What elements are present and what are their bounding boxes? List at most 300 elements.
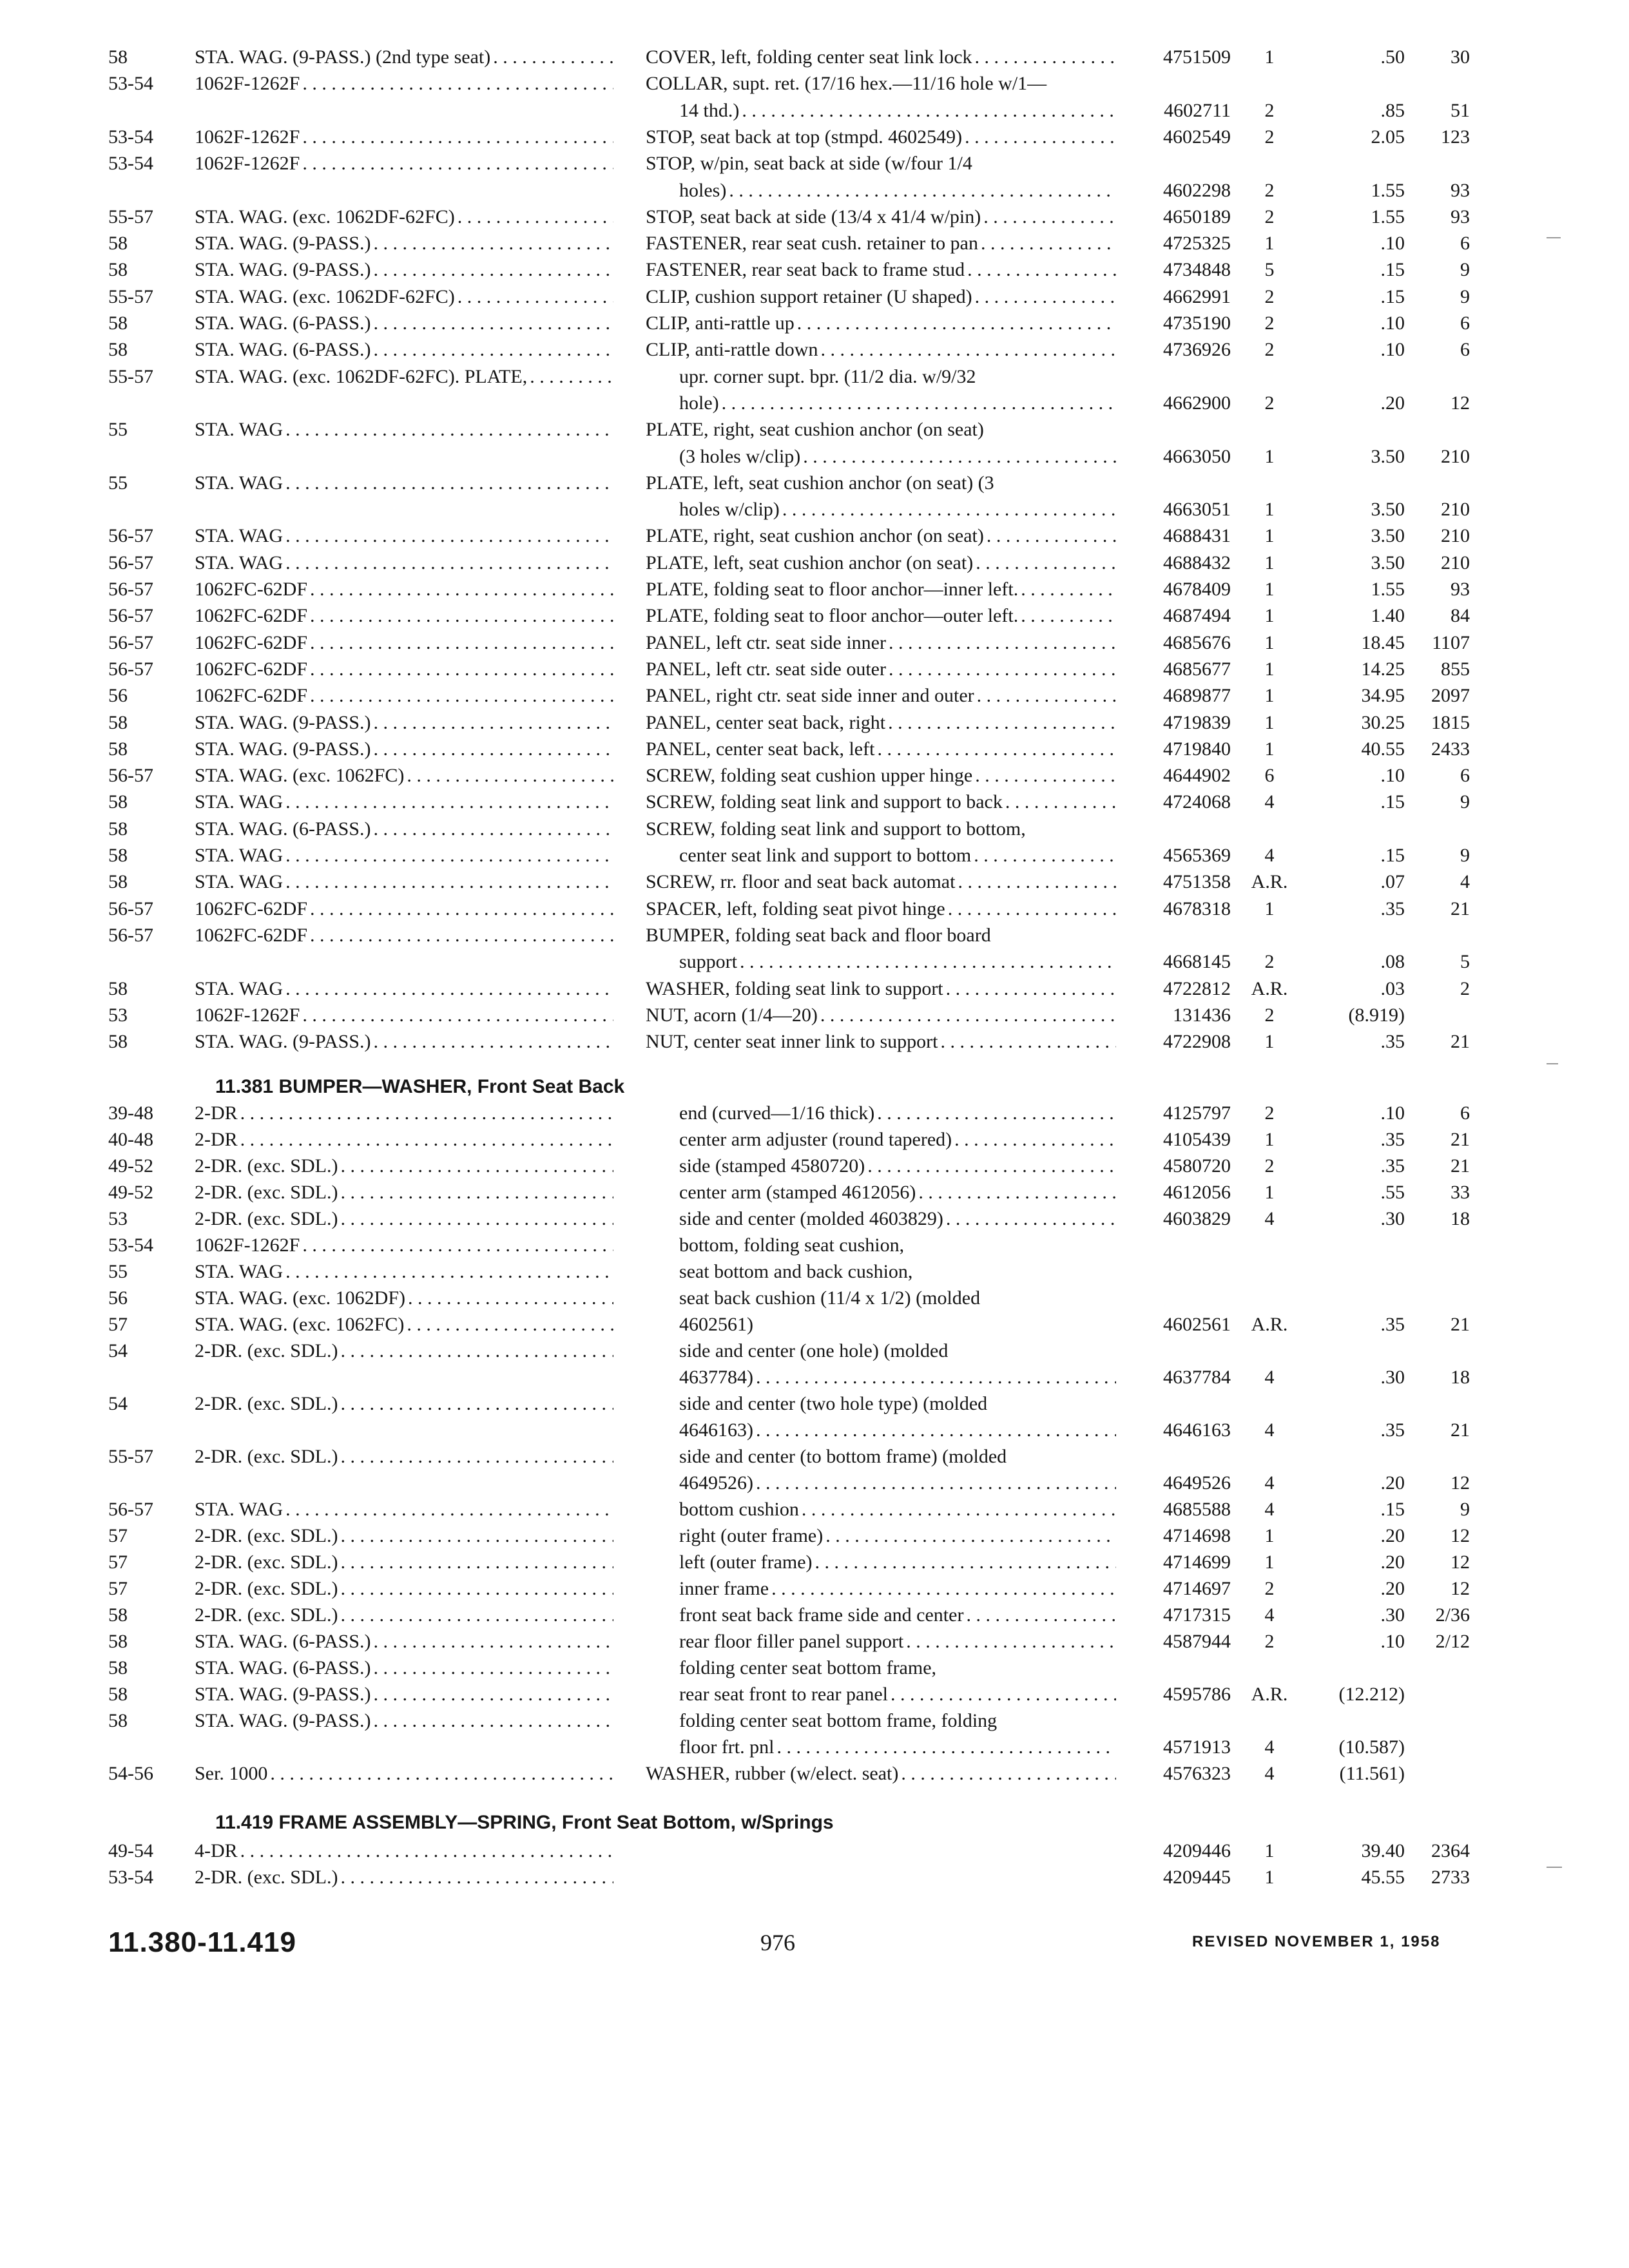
year-cell: 56 bbox=[108, 685, 128, 707]
package-cell: 2364 bbox=[1431, 1840, 1470, 1861]
table-row bbox=[0, 816, 1629, 842]
part-number-cell: 4685677 bbox=[1163, 658, 1231, 680]
model-cell: 2-DR. (exc. SDL.) . . . bbox=[195, 1549, 613, 1575]
year-cell: 58 bbox=[108, 1031, 128, 1053]
table-row bbox=[0, 44, 1629, 70]
table-row bbox=[0, 682, 1629, 709]
price-cell: .20 bbox=[1380, 1472, 1405, 1494]
package-cell: 33 bbox=[1451, 1182, 1470, 1203]
package-cell: 30 bbox=[1451, 46, 1470, 68]
table-row bbox=[0, 124, 1629, 150]
description-cell: bottom, folding seat cushion, bbox=[679, 1235, 905, 1256]
part-number-cell bbox=[1121, 816, 1231, 842]
package-cell: 6 bbox=[1460, 1102, 1470, 1124]
table-row bbox=[0, 310, 1629, 336]
description-cell: rear floor filler panel support . . . bbox=[646, 1628, 1116, 1655]
model-cell: 2-DR . . . bbox=[195, 1126, 613, 1153]
table-row bbox=[0, 1496, 1629, 1523]
model-cell bbox=[195, 97, 613, 124]
part-number-cell: 4714698 bbox=[1163, 1525, 1231, 1546]
quantity-cell: 1 bbox=[1264, 499, 1275, 521]
price-cell: (11.561) bbox=[1339, 1763, 1405, 1784]
price-cell: .15 bbox=[1380, 1499, 1405, 1520]
package-cell: 9 bbox=[1460, 791, 1470, 813]
model-cell: STA. WAG . . . bbox=[195, 789, 613, 815]
model-cell: STA. WAG. (6-PASS.) . . . bbox=[195, 1655, 613, 1681]
year-cell: 55 bbox=[108, 1261, 128, 1282]
description-cell: WASHER, rubber (w/elect. seat) . . . bbox=[646, 1760, 1116, 1787]
description-cell bbox=[646, 1838, 1116, 1864]
table-row bbox=[0, 97, 1629, 124]
package-cell: 93 bbox=[1451, 179, 1470, 201]
part-number-cell: 4722812 bbox=[1163, 977, 1231, 999]
description-cell: SPACER, left, folding seat pivot hinge . . . bbox=[646, 896, 1116, 922]
description-cell: PLATE, folding seat to floor anchor—outer left. . . . bbox=[646, 602, 1116, 629]
year-cell: 53 bbox=[108, 1004, 128, 1026]
model-cell: 1062FC-62DF . . . bbox=[195, 576, 613, 602]
part-number-cell: 4719839 bbox=[1163, 711, 1231, 733]
part-number-cell bbox=[1121, 1338, 1231, 1364]
package-cell: 1107 bbox=[1432, 631, 1470, 653]
package-cell bbox=[1408, 1002, 1470, 1028]
year-cell: 56-57 bbox=[108, 924, 153, 946]
description-cell: NUT, center seat inner link to support . . . bbox=[646, 1028, 1116, 1055]
quantity-cell: 4 bbox=[1264, 1472, 1275, 1494]
price-cell: .35 bbox=[1380, 1129, 1405, 1150]
part-number-cell: 4571913 bbox=[1163, 1736, 1231, 1758]
model-cell: STA. WAG. (6-PASS.) . . . bbox=[195, 310, 613, 336]
year-cell: 49-52 bbox=[108, 1182, 153, 1203]
year-cell: 58 bbox=[108, 1684, 128, 1705]
description-cell: seat bottom and back cushion, bbox=[679, 1261, 913, 1282]
margin-mark bbox=[1547, 237, 1561, 238]
package-cell: 12 bbox=[1451, 1525, 1470, 1546]
table-row bbox=[0, 1707, 1629, 1734]
part-number-cell: 4663050 bbox=[1163, 445, 1231, 467]
table-row bbox=[0, 443, 1629, 470]
table-row bbox=[0, 629, 1629, 656]
description-cell: folding center seat bottom frame, folding bbox=[679, 1710, 998, 1731]
price-cell bbox=[1289, 416, 1405, 443]
description-cell: holes) . . . bbox=[646, 177, 1116, 204]
table-row bbox=[0, 1390, 1629, 1417]
footer-revised-date: REVISED NOVEMBER 1, 1958 bbox=[1192, 1933, 1441, 1950]
model-cell: STA. WAG . . . bbox=[195, 416, 613, 443]
model-cell: STA. WAG . . . bbox=[195, 869, 613, 895]
description-cell: 4646163) . . . bbox=[646, 1417, 1116, 1443]
part-number-cell: 4678318 bbox=[1163, 898, 1231, 919]
model-cell: STA. WAG . . . bbox=[195, 1496, 613, 1523]
part-number-cell bbox=[1121, 1707, 1231, 1734]
year-cell: 57 bbox=[108, 1578, 128, 1599]
part-number-cell: 4602298 bbox=[1163, 179, 1231, 201]
price-cell: 14.25 bbox=[1361, 658, 1405, 680]
table-row bbox=[0, 523, 1629, 549]
price-cell: .30 bbox=[1380, 1367, 1405, 1388]
year-cell: 55-57 bbox=[108, 1446, 153, 1467]
year-cell: 58 bbox=[108, 711, 128, 733]
quantity-cell: 4 bbox=[1264, 1604, 1275, 1626]
model-cell: 1062FC-62DF . . . bbox=[195, 682, 613, 709]
price-cell: 1.55 bbox=[1371, 579, 1405, 600]
quantity-cell: 1 bbox=[1264, 445, 1275, 467]
table-row bbox=[0, 709, 1629, 736]
model-cell: 1062F-1262F . . . bbox=[195, 70, 613, 97]
part-number-cell bbox=[1121, 1232, 1231, 1258]
part-number-cell: 4688431 bbox=[1163, 525, 1231, 547]
part-number-cell: 4678409 bbox=[1163, 579, 1231, 600]
part-number-cell: 4662991 bbox=[1163, 285, 1231, 307]
table-row bbox=[0, 204, 1629, 230]
part-number-cell: 4685676 bbox=[1163, 631, 1231, 653]
table-row bbox=[0, 1153, 1629, 1179]
quantity-cell: 1 bbox=[1264, 738, 1275, 760]
price-cell: .15 bbox=[1380, 259, 1405, 281]
description-cell: SCREW, folding seat link and support to bottom, bbox=[646, 818, 1026, 840]
year-cell: 57 bbox=[108, 1552, 128, 1573]
part-number-cell bbox=[1121, 922, 1231, 948]
model-cell bbox=[195, 496, 613, 523]
package-cell bbox=[1408, 922, 1470, 948]
year-cell: 40-48 bbox=[108, 1129, 153, 1150]
price-cell: 3.50 bbox=[1371, 552, 1405, 573]
price-cell: 1.40 bbox=[1371, 605, 1405, 627]
year-cell: 55-57 bbox=[108, 285, 153, 307]
price-cell: .50 bbox=[1380, 46, 1405, 68]
year-cell: 56-57 bbox=[108, 658, 153, 680]
year-cell: 58 bbox=[108, 312, 128, 334]
model-cell: 1062FC-62DF . . . bbox=[195, 656, 613, 682]
price-cell: .35 bbox=[1380, 1419, 1405, 1441]
quantity-cell: 1 bbox=[1264, 1867, 1275, 1888]
table-row bbox=[0, 336, 1629, 363]
price-cell: .07 bbox=[1380, 871, 1405, 893]
description-cell: center arm adjuster (round tapered) . . . bbox=[646, 1126, 1116, 1153]
year-cell: 55 bbox=[108, 419, 128, 441]
quantity-cell: 2 bbox=[1264, 1004, 1275, 1026]
table-row bbox=[0, 1864, 1629, 1890]
table-row bbox=[0, 177, 1629, 204]
quantity-cell: 2 bbox=[1264, 99, 1275, 121]
description-cell: side and center (molded 4603829) . . . bbox=[646, 1206, 1116, 1232]
table-row bbox=[0, 1179, 1629, 1206]
package-cell: 6 bbox=[1460, 233, 1470, 255]
package-cell bbox=[1408, 470, 1470, 496]
model-cell: 2-DR. (exc. SDL.) . . . bbox=[195, 1575, 613, 1602]
year-cell: 58 bbox=[108, 1604, 128, 1626]
quantity-cell: A.R. bbox=[1251, 871, 1288, 893]
year-cell bbox=[108, 1734, 186, 1760]
part-number-cell: 4602549 bbox=[1163, 126, 1231, 148]
description-cell: COLLAR, supt. ret. (17/16 hex.—11/16 hole w/1— bbox=[646, 73, 1047, 95]
part-number-cell bbox=[1121, 70, 1231, 97]
price-cell: .85 bbox=[1380, 99, 1405, 121]
package-cell: 21 bbox=[1451, 1314, 1470, 1335]
quantity-cell: 2 bbox=[1264, 1631, 1275, 1652]
year-cell bbox=[108, 1417, 186, 1443]
package-cell: 21 bbox=[1451, 1155, 1470, 1177]
table-row bbox=[0, 1838, 1629, 1864]
price-cell: .15 bbox=[1380, 845, 1405, 866]
description-cell: 4649526) . . . bbox=[646, 1470, 1116, 1496]
package-cell: 51 bbox=[1451, 99, 1470, 121]
quantity-cell: 2 bbox=[1264, 179, 1275, 201]
price-cell: .20 bbox=[1380, 1525, 1405, 1546]
year-cell: 53 bbox=[108, 1208, 128, 1229]
model-cell: STA. WAG. (9-PASS.) . . . bbox=[195, 1707, 613, 1734]
table-row bbox=[0, 1028, 1629, 1055]
year-cell: 53-54 bbox=[108, 1235, 153, 1256]
package-cell bbox=[1408, 816, 1470, 842]
quantity-cell: 4 bbox=[1264, 1499, 1275, 1520]
part-number-cell: 4736926 bbox=[1163, 339, 1231, 361]
table-row bbox=[0, 1443, 1629, 1470]
table-row bbox=[0, 1338, 1629, 1364]
quantity-cell: 2 bbox=[1264, 126, 1275, 148]
description-cell: FASTENER, rear seat back to frame stud . . . bbox=[646, 256, 1116, 283]
model-cell bbox=[195, 177, 613, 204]
model-cell bbox=[195, 948, 613, 975]
description-cell: PANEL, left ctr. seat side outer . . . bbox=[646, 656, 1116, 682]
model-cell: STA. WAG. (9-PASS.) (2nd type seat) . . . bbox=[195, 44, 613, 70]
table-row bbox=[0, 1258, 1629, 1285]
year-cell bbox=[108, 1364, 186, 1390]
package-cell: 210 bbox=[1441, 552, 1470, 573]
part-number-cell: 4105439 bbox=[1163, 1129, 1231, 1150]
description-cell: bottom cushion . . . bbox=[646, 1496, 1116, 1523]
package-cell: 9 bbox=[1460, 285, 1470, 307]
part-number-cell: 4565369 bbox=[1163, 845, 1231, 866]
model-cell: 2-DR. (exc. SDL.) . . . bbox=[195, 1390, 613, 1417]
part-number-cell: 4751358 bbox=[1163, 871, 1231, 893]
year-cell: 49-54 bbox=[108, 1840, 153, 1861]
package-cell: 9 bbox=[1460, 1499, 1470, 1520]
table-row bbox=[0, 1655, 1629, 1681]
model-cell: 2-DR . . . bbox=[195, 1100, 613, 1126]
year-cell: 39-48 bbox=[108, 1102, 153, 1124]
description-cell: 14 thd.) . . . bbox=[646, 97, 1116, 124]
price-cell: .30 bbox=[1380, 1604, 1405, 1626]
package-cell: 21 bbox=[1451, 1129, 1470, 1150]
footer-section-range: 11.380-11.419 bbox=[108, 1927, 296, 1958]
quantity-cell: 1 bbox=[1264, 898, 1275, 919]
part-number-cell: 131436 bbox=[1173, 1004, 1231, 1026]
description-cell: 4637784) . . . bbox=[646, 1364, 1116, 1390]
year-cell: 58 bbox=[108, 1657, 128, 1678]
model-cell: 1062FC-62DF . . . bbox=[195, 922, 613, 948]
part-number-cell bbox=[1121, 416, 1231, 443]
model-cell: STA. WAG. (9-PASS.) . . . bbox=[195, 230, 613, 256]
price-cell bbox=[1289, 1390, 1405, 1417]
table-row bbox=[0, 1126, 1629, 1153]
table-row bbox=[0, 496, 1629, 523]
year-cell: 58 bbox=[108, 871, 128, 893]
table-row bbox=[0, 1628, 1629, 1655]
description-cell: hole) . . . bbox=[646, 390, 1116, 416]
quantity-cell: 1 bbox=[1264, 1552, 1275, 1573]
table-row bbox=[0, 948, 1629, 975]
description-cell: SCREW, rr. floor and seat back automat . . . bbox=[646, 869, 1116, 895]
part-number-cell: 4689877 bbox=[1163, 685, 1231, 707]
package-cell: 12 bbox=[1451, 392, 1470, 414]
table-row bbox=[0, 1285, 1629, 1311]
description-cell: side and center (one hole) (molded bbox=[679, 1340, 949, 1361]
package-cell: 18 bbox=[1451, 1367, 1470, 1388]
part-number-cell: 4688432 bbox=[1163, 552, 1231, 573]
description-cell: STOP, seat back at side (13/4 x 41/4 w/pin) . . . bbox=[646, 204, 1116, 230]
price-cell: .15 bbox=[1380, 791, 1405, 813]
table-row bbox=[0, 1523, 1629, 1549]
package-cell bbox=[1408, 1285, 1470, 1311]
part-number-cell: 4663051 bbox=[1163, 499, 1231, 521]
table-row bbox=[0, 656, 1629, 682]
description-cell: BUMPER, folding seat back and floor board bbox=[646, 924, 991, 946]
price-cell: 3.50 bbox=[1371, 445, 1405, 467]
model-cell: STA. WAG. (6-PASS.) . . . bbox=[195, 336, 613, 363]
year-cell: 53-54 bbox=[108, 73, 153, 95]
part-number-cell bbox=[1121, 1285, 1231, 1311]
table-row bbox=[0, 1681, 1629, 1707]
part-number-cell: 4734848 bbox=[1163, 259, 1231, 281]
price-cell: .20 bbox=[1380, 1552, 1405, 1573]
model-cell: STA. WAG. (9-PASS.) . . . bbox=[195, 1681, 613, 1707]
quantity-cell: 4 bbox=[1264, 845, 1275, 866]
quantity-cell: 1 bbox=[1264, 1031, 1275, 1053]
description-cell: PANEL, right ctr. seat side inner and outer . . . bbox=[646, 682, 1116, 709]
model-cell bbox=[195, 390, 613, 416]
year-cell: 56-57 bbox=[108, 552, 153, 573]
model-cell: STA. WAG . . . bbox=[195, 550, 613, 576]
price-cell bbox=[1289, 1338, 1405, 1364]
year-cell: 58 bbox=[108, 259, 128, 281]
table-row bbox=[0, 1002, 1629, 1028]
year-cell: 56 bbox=[108, 1287, 128, 1309]
year-cell: 49-52 bbox=[108, 1155, 153, 1177]
price-cell: .10 bbox=[1380, 1102, 1405, 1124]
price-cell bbox=[1289, 922, 1405, 948]
part-number-cell: 4662900 bbox=[1163, 392, 1231, 414]
description-cell: PLATE, left, seat cushion anchor (on seat) . . . bbox=[646, 550, 1116, 576]
table-row bbox=[0, 1602, 1629, 1628]
part-number-cell bbox=[1121, 1655, 1231, 1681]
model-cell: Ser. 1000 . . . bbox=[195, 1760, 613, 1787]
package-cell: 5 bbox=[1460, 951, 1470, 973]
price-cell: .55 bbox=[1380, 1182, 1405, 1203]
package-cell bbox=[1408, 1734, 1470, 1760]
table-row bbox=[0, 576, 1629, 602]
description-cell: upr. corner supt. bpr. (11/2 dia. w/9/32 bbox=[679, 365, 976, 387]
table-row bbox=[0, 230, 1629, 256]
part-number-cell: 4649526 bbox=[1163, 1472, 1231, 1494]
quantity-cell: 5 bbox=[1264, 259, 1275, 281]
package-cell bbox=[1408, 1760, 1470, 1787]
part-number-cell: 4644902 bbox=[1163, 765, 1231, 787]
description-cell: side and center (to bottom frame) (molded bbox=[679, 1446, 1007, 1467]
description-cell: holes w/clip) . . . bbox=[646, 496, 1116, 523]
description-cell: STOP, w/pin, seat back at side (w/four 1/4 bbox=[646, 153, 972, 175]
year-cell: 56-57 bbox=[108, 765, 153, 787]
description-cell: center arm (stamped 4612056) . . . bbox=[646, 1179, 1116, 1206]
description-cell: FASTENER, rear seat cush. retainer to pan . . . bbox=[646, 230, 1116, 256]
part-number-cell: 4717315 bbox=[1163, 1604, 1231, 1626]
quantity-cell: 1 bbox=[1264, 685, 1275, 707]
model-cell: 2-DR. (exc. SDL.) . . . bbox=[195, 1523, 613, 1549]
description-cell: COVER, left, folding center seat link lock . . . bbox=[646, 44, 1116, 70]
package-cell: 21 bbox=[1451, 1031, 1470, 1053]
quantity-cell: 1 bbox=[1264, 552, 1275, 573]
year-cell bbox=[108, 97, 186, 124]
part-number-cell: 4650189 bbox=[1163, 206, 1231, 227]
price-cell bbox=[1289, 1258, 1405, 1285]
part-number-cell bbox=[1121, 1443, 1231, 1470]
description-cell: front seat back frame side and center . . . bbox=[646, 1602, 1116, 1628]
year-cell: 53-54 bbox=[108, 1867, 153, 1888]
table-row bbox=[0, 1760, 1629, 1787]
table-row bbox=[0, 550, 1629, 576]
year-cell: 58 bbox=[108, 738, 128, 760]
package-cell bbox=[1408, 1258, 1470, 1285]
price-cell bbox=[1289, 470, 1405, 496]
table-row bbox=[0, 1232, 1629, 1258]
part-number-cell: 4646163 bbox=[1163, 1419, 1231, 1441]
model-cell: 2-DR. (exc. SDL.) . . . bbox=[195, 1443, 613, 1470]
description-cell: PANEL, left ctr. seat side inner . . . bbox=[646, 629, 1116, 656]
description-cell: WASHER, folding seat link to support . . . bbox=[646, 975, 1116, 1002]
part-number-cell: 4209445 bbox=[1163, 1867, 1231, 1888]
model-cell: STA. WAG. (9-PASS.) . . . bbox=[195, 1028, 613, 1055]
part-number-cell: 4714697 bbox=[1163, 1578, 1231, 1599]
package-cell: 2 bbox=[1460, 977, 1470, 999]
description-cell: CLIP, anti-rattle down . . . bbox=[646, 336, 1116, 363]
package-cell bbox=[1408, 1655, 1470, 1681]
model-cell: 1062F-1262F . . . bbox=[195, 1232, 613, 1258]
model-cell: 1062FC-62DF . . . bbox=[195, 896, 613, 922]
model-cell: STA. WAG . . . bbox=[195, 470, 613, 496]
part-number-cell: 4714699 bbox=[1163, 1552, 1231, 1573]
quantity-cell: A.R. bbox=[1251, 977, 1288, 999]
model-cell: 2-DR. (exc. SDL.) . . . bbox=[195, 1153, 613, 1179]
price-cell: .35 bbox=[1380, 1155, 1405, 1177]
quantity-cell: 1 bbox=[1264, 1129, 1275, 1150]
part-number-cell bbox=[1121, 470, 1231, 496]
package-cell: 2097 bbox=[1431, 685, 1470, 707]
price-cell: .10 bbox=[1380, 1631, 1405, 1652]
table-row bbox=[0, 1206, 1629, 1232]
table-row bbox=[0, 363, 1629, 390]
package-cell: 855 bbox=[1441, 658, 1470, 680]
part-number-cell: 4722908 bbox=[1163, 1031, 1231, 1053]
quantity-cell: 4 bbox=[1264, 1736, 1275, 1758]
model-cell: STA. WAG . . . bbox=[195, 975, 613, 1002]
package-cell bbox=[1408, 1232, 1470, 1258]
year-cell bbox=[108, 443, 186, 470]
table-row bbox=[0, 736, 1629, 762]
model-cell: STA. WAG. (9-PASS.) . . . bbox=[195, 709, 613, 736]
part-number-cell: 4725325 bbox=[1163, 233, 1231, 255]
part-number-cell: 4602561 bbox=[1163, 1314, 1231, 1335]
quantity-cell: 1 bbox=[1264, 1840, 1275, 1861]
package-cell bbox=[1408, 1338, 1470, 1364]
part-number-cell: 4612056 bbox=[1163, 1182, 1231, 1203]
part-number-cell bbox=[1121, 150, 1231, 177]
price-cell: 3.50 bbox=[1371, 499, 1405, 521]
quantity-cell: 6 bbox=[1264, 765, 1275, 787]
description-cell: CLIP, anti-rattle up . . . bbox=[646, 310, 1116, 336]
description-cell: PANEL, center seat back, right . . . bbox=[646, 709, 1116, 736]
part-number-cell: 4735190 bbox=[1163, 312, 1231, 334]
price-cell: .35 bbox=[1380, 1031, 1405, 1053]
quantity-cell: 1 bbox=[1264, 1525, 1275, 1546]
